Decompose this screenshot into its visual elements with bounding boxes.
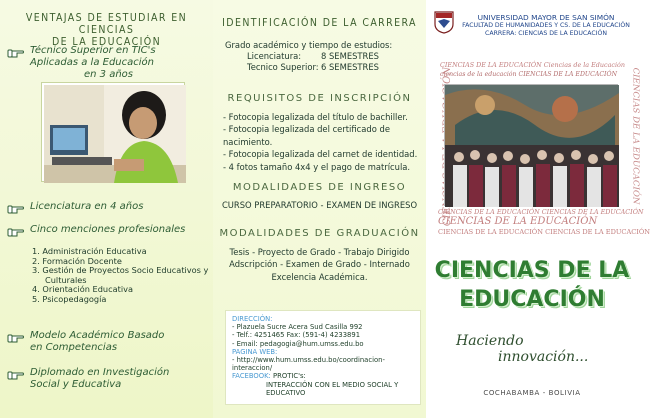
requisito-item: - Fotocopia legalizada del título de bachiller. [223, 112, 408, 122]
requisitos-list [223, 111, 426, 173]
email-link[interactable]: - Email: pedagogia@hum.umss.edu.bo [232, 339, 364, 348]
identificacion-title: IDENTIFICACIÓN DE LA CARRERA [222, 17, 417, 29]
ventaja-tecnico-line2: Aplicadas a la Educación [30, 57, 154, 68]
ventaja-menciones [8, 224, 185, 237]
city-label: COCHABAMBA - BOLIVIA [483, 389, 581, 397]
pointing-hand-icon [8, 369, 24, 380]
facebook-label: FACEBOOK: [232, 372, 271, 381]
web-link[interactable]: - http://www.hum.umss.edu.bo/coordinacion-interaccion/ [232, 356, 385, 373]
university-header [458, 14, 634, 38]
ventaja-modelo-text [30, 330, 164, 354]
ventaja-tecnico-line1: Técnico Superior en TIC's [30, 45, 156, 56]
tecnico-value: 6 SEMESTRES [321, 61, 379, 72]
decorative-text-bottom2: CIENCIAS DE LA EDUCACIÓN [438, 216, 598, 227]
mencion-item: 3. Gestión de Proyectos Socio Educativos y [32, 265, 209, 276]
graduacion-line2: Adscripción - Examen de Grado - Internado [229, 259, 410, 270]
facebook-page-name[interactable]: INTERACCIÓN CON EL MEDIO SOCIAL Y EDUCATIVO [266, 380, 399, 397]
ventaja-diplomado [8, 367, 169, 391]
ventaja-modelo [8, 330, 164, 354]
telefono-line[interactable]: - Telf.: 4251465 Fax: (591-4) 4233891 [232, 331, 361, 340]
graduacion-line3: Excelencia Académica. [271, 271, 368, 282]
ventaja-modelo-line1: Modelo Académico Basado [30, 330, 165, 341]
decorative-text-bottom3: CIENCIAS DE LA EDUCACIÓN CIENCIAS DE LA EDUCACIÓN [438, 228, 650, 236]
requisito-item: - Fotocopia legalizada del certificado de nacimiento. [223, 124, 390, 147]
pointing-hand-icon [8, 332, 24, 343]
decorative-text-bottom1: CIENCIAS DE LA EDUCACIÓN CIENCIAS DE LA EDUCACIÓN [438, 208, 644, 216]
university-name: UNIVERSIDAD MAYOR DE SAN SIMÓN [477, 13, 615, 22]
ventajas-title-line1: VENTAJAS DE ESTUDIAR EN CIENCIAS [25, 12, 188, 36]
ventajas-title-line2: DE LA EDUCACIÓN [51, 36, 162, 48]
decorative-text-right: CIENCIAS DE LA EDUCACIÓN [630, 67, 641, 205]
ventaja-diplomado-text [30, 367, 169, 391]
ventaja-modelo-line2: en Competencias [30, 342, 118, 353]
mencion-item: 5. Psicopedagogía [32, 293, 107, 304]
facebook-line [232, 372, 414, 380]
ventajas-title [0, 12, 213, 48]
web-label: PAGINA WEB: [232, 347, 278, 356]
grado-block [225, 40, 421, 72]
grado-title: Grado académico y tiempo de estudios: [225, 40, 393, 50]
pointing-hand-icon [8, 47, 24, 58]
mencion-item: 2. Formación Docente [32, 255, 122, 266]
ventaja-tecnico-line3: en 3 años [84, 69, 134, 80]
ingreso-title: MODALIDADES DE INGRESO [232, 182, 407, 193]
brochure-title-line1: CIENCIAS DE LA [434, 258, 630, 283]
ventaja-tecnico-text [30, 45, 156, 81]
ventaja-menciones-text: Cinco menciones profesionales [30, 224, 186, 235]
faculty-name: FACULTAD DE HUMANIDADES Y CS. DE LA EDUCACIÓN [462, 22, 630, 29]
decorative-text-top: CIENCIAS DE LA EDUCACIÓN Ciencias de la Educación [440, 61, 625, 69]
menciones-list [32, 247, 210, 305]
ingreso-text: CURSO PREPARATORIO - EXAMEN DE INGRESO [221, 200, 418, 210]
facebook-value[interactable]: PROTIC's: [273, 372, 306, 381]
pointing-hand-icon [8, 203, 24, 214]
grado-licenciatura [225, 51, 421, 62]
graduacion-title: MODALIDADES DE GRADUACIÓN [219, 228, 420, 239]
requisito-item: - 4 fotos tamaño 4x4 y el pago de matrícula. [223, 161, 411, 172]
panel-identificacion [213, 0, 426, 418]
university-seal-icon [434, 11, 454, 34]
ventaja-tecnico [8, 45, 156, 81]
pointing-hand-icon [8, 226, 24, 237]
student-photo [42, 83, 184, 181]
ventaja-licenciatura [8, 201, 143, 214]
requisitos-title: REQUISITOS DE INSCRIPCIÓN [227, 93, 412, 104]
direccion-label: DIRECCIÓN: [232, 315, 273, 323]
direccion-line: - Plazuela Sucre Acera Sud Casilla 992 [232, 323, 363, 332]
slogan-line2: innovación... [498, 349, 589, 365]
graduacion-line1: Tesis - Proyecto de Grado - Trabajo Dirigido [229, 247, 410, 257]
graduacion-block [213, 246, 426, 283]
licenciatura-value: 8 SEMESTRES [321, 50, 379, 61]
mencion-item: 1. Administración Educativa [32, 246, 147, 256]
ventaja-diplomado-line1: Diplomado en Investigación [30, 367, 170, 378]
licenciatura-label: Licenciatura: [247, 50, 302, 61]
decorative-text-top2: ciencias de la educación CIENCIAS DE LA EDUCACIÓN [440, 71, 617, 78]
ventaja-licenciatura-text: Licenciatura en 4 años [30, 201, 144, 212]
mencion-item: Culturales [32, 274, 87, 285]
contact-box [225, 310, 421, 405]
panel-portada [426, 0, 650, 418]
requisito-item: - Fotocopia legalizada del carnet de identidad. [223, 149, 418, 160]
brochure-title-line2: EDUCACIÓN [459, 287, 605, 312]
tecnico-label: Tecnico Superior: [247, 61, 319, 72]
grado-tecnico [225, 62, 421, 73]
career-name: CARRERA: CIENCIAS DE LA EDUCACIÓN [485, 30, 607, 37]
mencion-item: 4. Orientación Educativa [32, 284, 133, 295]
ventaja-diplomado-line2: Social y Educativa [30, 379, 122, 390]
mural-photo [444, 84, 618, 206]
slogan-line1: Haciendo [456, 333, 524, 349]
panel-ventajas [0, 0, 213, 418]
